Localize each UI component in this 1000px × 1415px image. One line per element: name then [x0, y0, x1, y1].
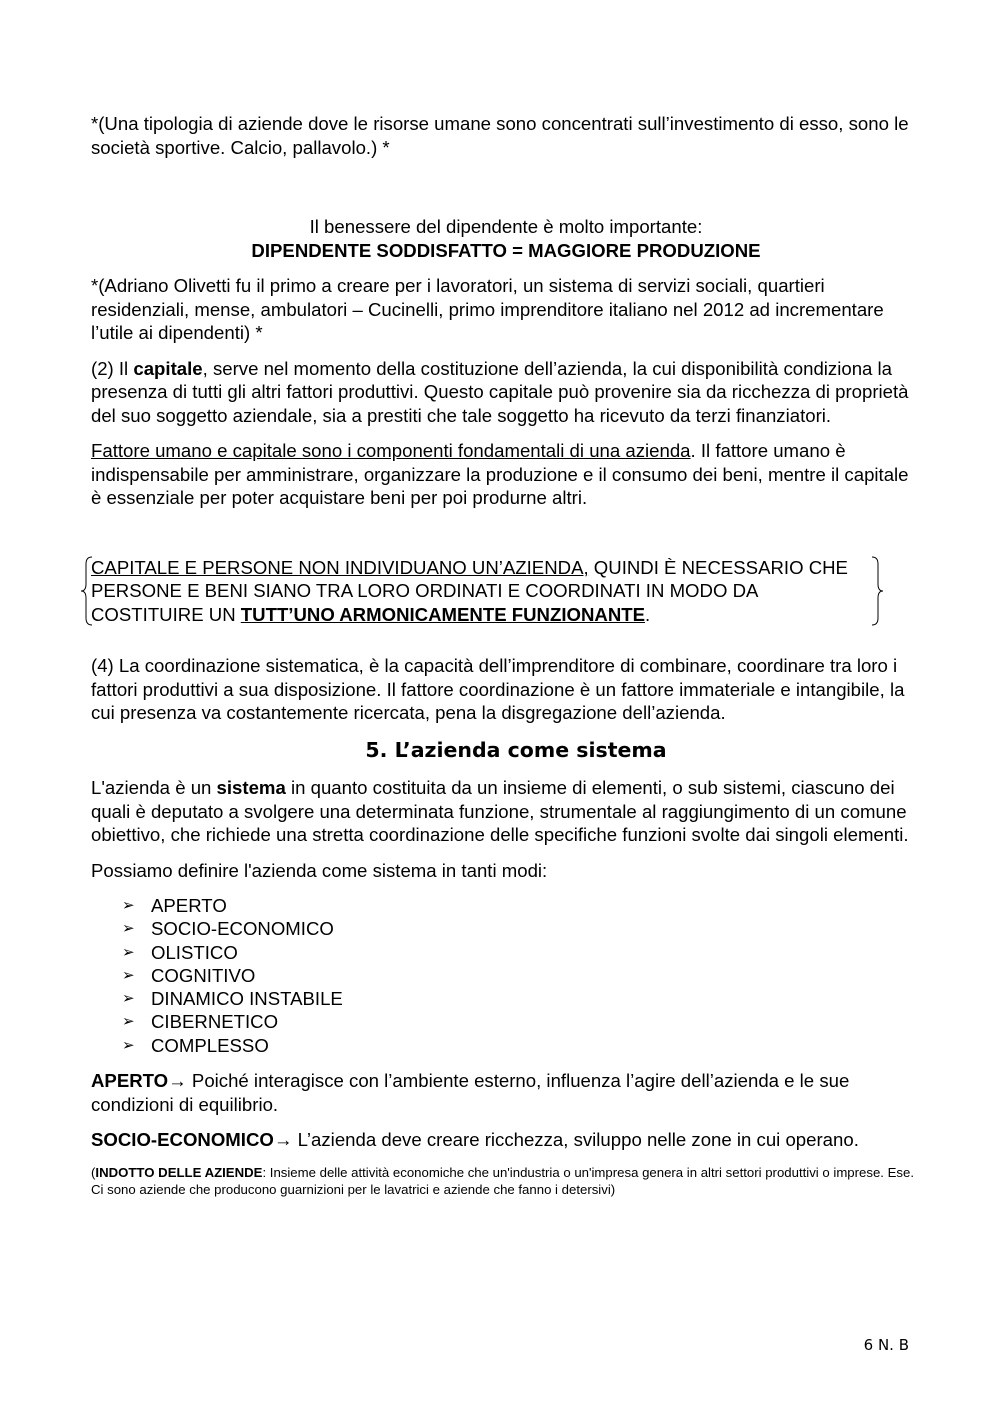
system-types-list	[91, 894, 921, 1057]
list-item: ➢ COMPLESSO	[122, 1034, 269, 1056]
list-item: ➢ COGNITIVO	[122, 964, 256, 986]
list-item: ➢ OLISTICO	[122, 941, 238, 963]
document-page	[91, 112, 921, 1198]
section-heading: 5. L’azienda come sistema	[365, 737, 667, 762]
paragraph-system: L'azienda è un sistema in quanto costituita da un insieme di elementi, o sub sistemi, ciascuno dei quali è deputato a svolgere una determinata funzione, strumentale al raggiungimento di un comune obiettivo, che richiede una stretta coordinazione delle specifiche funzioni svolte dai singoli elementi.	[91, 777, 909, 845]
arrow-bullet-icon: ➢	[122, 896, 135, 914]
paragraph-human-factor: Fattore umano e capitale sono i componenti fondamentali di una azienda. Il fattore umano è indispensabile per amministrare, organizzare la produzione e il consumo dei beni, mentre il capitale è essenziale per poter acquistare beni per poi produrne altri.	[91, 440, 909, 508]
left-brace-icon	[81, 556, 93, 626]
bracketed-text: CAPITALE E PERSONE NON INDIVIDUANO UN’AZIENDA, QUINDI È NECESSARIO CHE PERSONE E BENI SIANO TRA LORO ORDINATI E COORDINATI IN MODO DA COSTITUIRE UN TUTT’UNO ARMONICAMENTE FUNZIONANTE.	[91, 556, 848, 625]
harmonious-whole: TUTT’UNO ARMONICAMENTE FUNZIONANTE	[240, 603, 646, 625]
list-item: ➢ CIBERNETICO	[122, 1011, 279, 1033]
paragraph-socio-economic: SOCIO-ECONOMICO→ L’azienda deve creare ricchezza, sviluppo nelle zone in cui operano.	[91, 1129, 859, 1151]
arrow-bullet-icon: ➢	[122, 990, 135, 1008]
list-item: ➢ APERTO	[122, 894, 227, 916]
arrow-bullet-icon: ➢	[122, 966, 135, 984]
arrow-bullet-icon: ➢	[122, 920, 135, 938]
note-induced-activity: (INDOTTO DELLE AZIENDE: Insieme delle attività economiche che un'industria o un'impresa genera in altri settori produttivi o imprese. Ese. Ci sono aziende che producono guarnizioni per le lavatrici e aziende che fanno i detersivi)	[91, 1164, 915, 1197]
paragraph-definitions-intro: Possiamo definire l'azienda come sistema in tanti modi:	[91, 859, 548, 881]
paragraph-coordination: (4) La coordinazione sistematica, è la capacità dell’imprenditore di combinare, coordinare tra loro i fattori produttivi a sua disposizione. Il fattore coordinazione è un fattore immateriale e intangibile, la cui presenza va costantemente ricercata, pena la disgregazione dell’azienda.	[91, 655, 905, 723]
paragraph-olivetti: *(Adriano Olivetti fu il primo a creare per i lavoratori, un sistema di servizi sociali, quartieri residenziali, mense, ambulatori – Cucinelli, primo imprenditore italiano nel 2012 ad incrementare l’utile ai dipendenti) *	[91, 275, 884, 343]
right-arrow-icon: →	[273, 1129, 293, 1151]
paragraph-open: APERTO→ Poiché interagisce con l’ambiente esterno, influenza l’agire dell’azienda e le sue condizioni di equilibrio.	[91, 1070, 850, 1115]
page-number: 6 N. B	[863, 1336, 909, 1354]
wellbeing-line: Il benessere del dipendente è molto importante:	[309, 216, 703, 237]
bracketed-statement	[91, 556, 871, 627]
list-item: ➢ SOCIO-ECONOMICO	[122, 918, 334, 940]
arrow-bullet-icon: ➢	[122, 943, 135, 961]
capital-term: capitale	[133, 357, 203, 379]
arrow-bullet-icon: ➢	[122, 1036, 135, 1054]
paragraph-capital: (2) Il capitale, serve nel momento della costituzione dell’azienda, la cui disponibilità condiziona la presenza di tutti gli altri fattori produttivi. Questo capitale può provenire sia da ricchezza di proprietà del suo soggetto aziendale, sia a prestiti che tale soggetto ha ricevuto da terzi finanziatori.	[91, 357, 909, 426]
wellbeing-equation: DIPENDENTE SODDISFATTO = MAGGIORE PRODUZIONE	[251, 239, 761, 261]
list-item: ➢ DINAMICO INSTABILE	[122, 988, 343, 1010]
arrow-bullet-icon: ➢	[122, 1013, 135, 1031]
right-brace-icon	[871, 556, 883, 626]
underlined-statement: Fattore umano e capitale sono i componenti fondamentali di una azienda	[91, 440, 691, 461]
paragraph-sport-companies: *(Una tipologia di aziende dove le risorse umane sono concentrati sull’investimento di esso, sono le società sportive. Calcio, pallavolo.) *	[91, 113, 909, 158]
right-arrow-icon: →	[168, 1070, 187, 1092]
